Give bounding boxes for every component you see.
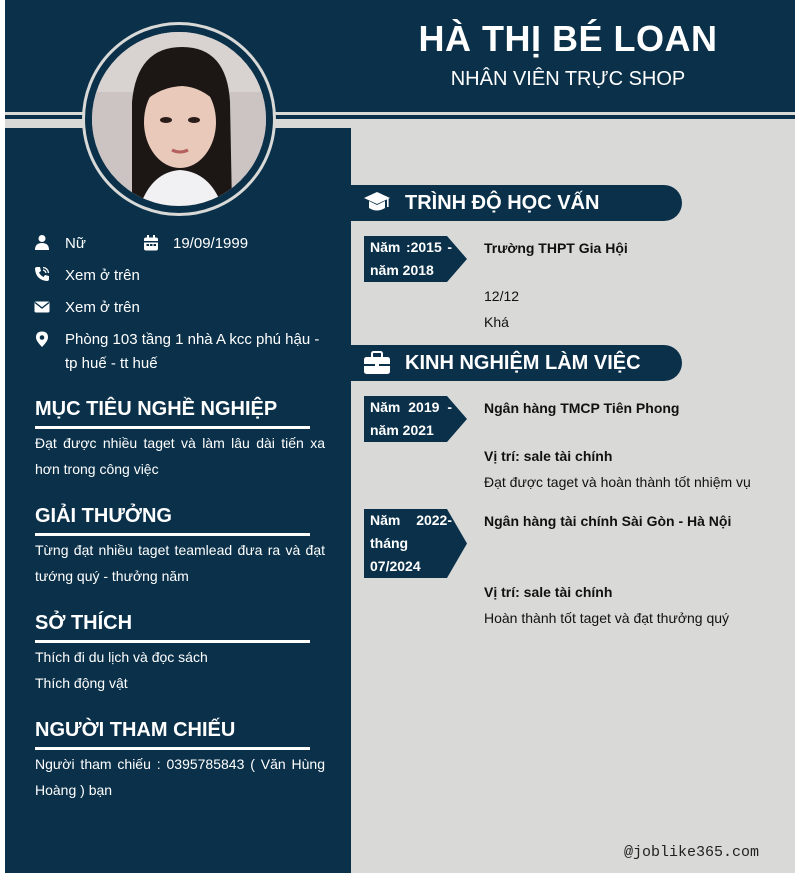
person-icon xyxy=(34,234,50,250)
avatar xyxy=(92,32,266,206)
education-date-tag xyxy=(364,236,467,282)
education-date: Năm :2015 - năm 2018 xyxy=(370,239,452,278)
experience-header xyxy=(351,345,682,381)
briefcase-icon xyxy=(363,350,391,376)
phone-value: Xem ở trên xyxy=(65,267,140,284)
experience-2-date-tag xyxy=(364,509,467,578)
address-line-1: Phòng 103 tầng 1 nhà A kcc phú hậu - xyxy=(65,331,320,348)
hobbies-underline xyxy=(35,640,310,643)
phone-icon xyxy=(34,266,50,282)
experience-1-company: Ngân hàng TMCP Tiên Phong xyxy=(484,400,680,416)
reference-underline xyxy=(35,747,310,750)
experience-2-detail: Hoàn thành tốt taget và đạt thưởng quý xyxy=(484,610,730,626)
envelope-icon xyxy=(34,299,50,315)
graduation-cap-icon xyxy=(363,190,391,216)
education-header xyxy=(351,185,682,221)
hobbies-line-1: Thích đi du lịch và đọc sách xyxy=(35,649,208,665)
objective-text: Đạt được nhiều taget và làm lâu dài tiến xa hơn trong công việc xyxy=(35,435,325,477)
experience-2-date: Năm 2022- tháng 07/2024 xyxy=(370,512,452,574)
experience-2-company: Ngân hàng tài chính Sài Gòn - Hà Nội xyxy=(484,513,732,529)
experience-1-position: Vị trí: sale tài chính xyxy=(484,448,613,464)
address-line-2: tp huế - tt huế xyxy=(65,355,158,372)
awards-underline xyxy=(35,533,310,536)
experience-1-date-tag xyxy=(364,396,467,442)
objective-underline xyxy=(35,426,310,429)
hobbies-title: SỞ THÍCH xyxy=(35,612,133,634)
reference-title: NGƯỜI THAM CHIẾU xyxy=(35,719,236,741)
reference-text: Người tham chiếu : 0395785843 ( Văn Hùng Hoàng ) bạn xyxy=(35,756,325,798)
location-pin-icon xyxy=(34,331,50,347)
hobbies-line-2: Thích động vật xyxy=(35,675,128,691)
education-school: Trường THPT Gia Hội xyxy=(484,240,628,256)
education-title: TRÌNH ĐỘ HỌC VẤN xyxy=(405,192,600,214)
cv-page xyxy=(5,0,795,873)
education-rank: Khá xyxy=(484,314,509,330)
watermark: @joblike365.com xyxy=(624,844,760,861)
awards-text: Từng đạt nhiều taget teamlead đưa ra và đạt tướng quý - thưởng năm xyxy=(35,542,325,584)
candidate-name: HÀ THỊ BÉ LOAN xyxy=(418,18,718,59)
gender-value: Nữ xyxy=(65,235,86,252)
awards-title: GIẢI THƯỞNG xyxy=(35,505,172,527)
email-value: Xem ở trên xyxy=(65,299,140,316)
education-grade: 12/12 xyxy=(484,288,520,304)
objective-title: MỤC TIÊU NGHỀ NGHIỆP xyxy=(35,398,278,420)
experience-title: KINH NGHIỆM LÀM VIỆC xyxy=(405,352,641,374)
experience-1-detail: Đạt được taget và hoàn thành tốt nhiệm vụ xyxy=(484,474,751,490)
calendar-icon xyxy=(143,235,159,251)
experience-2-position: Vị trí: sale tài chính xyxy=(484,584,613,600)
birthdate-value: 19/09/1999 xyxy=(173,235,249,252)
candidate-role: NHÂN VIÊN TRỰC SHOP xyxy=(450,68,686,90)
experience-1-date: Năm 2019 - năm 2021 xyxy=(370,399,452,438)
